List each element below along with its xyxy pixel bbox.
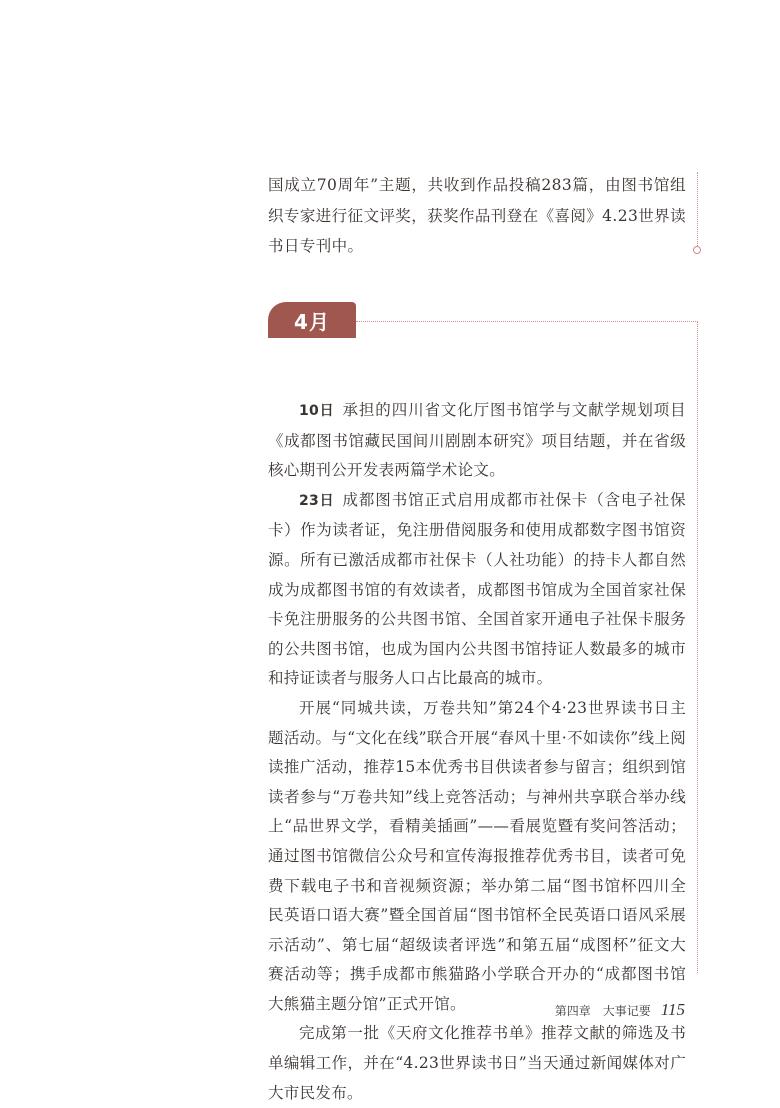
entry-text: 承担的四川省文化厅图书馆学与文献学规划项目《成都图书馆藏民国间川剧剧本研究》项目结题，并在省级核心期刊公开发表两篇学术论文。 [268,401,686,480]
margin-dotted-line-body [697,321,698,973]
top-paragraph-block [268,170,686,262]
entry-day-23 [268,486,686,694]
entry-text: 成都图书馆正式启用成都市社保卡（含电子社保卡）作为读者证，免注册借阅服务和使用成都数字图书馆资源。所有已激活成都市社保卡（人社功能）的持卡人都自然成为成都图书馆的有效读者，成都图书馆成为全国首家社保卡免注册服务的公共图书馆、全国首家开通电子社保卡服务的公共图书馆，也成为国内公共图书馆持证人数最多的城市和持证读者与服务人口占比最高的城市。 [268,490,686,688]
month-heading [268,302,356,338]
margin-ring-marker [693,246,701,254]
entry-day-10 [268,396,686,486]
entry-date: 10日 [299,403,335,419]
month-label: 4月 [294,309,330,334]
margin-dotted-line-top [697,172,698,246]
page-footer [555,1000,685,1020]
entry-date: 23日 [299,492,335,509]
paragraph-activities: 开展“同城共读，万卷共知”第24个4·23世界读书日主题活动。与“文化在线”联合开展“春风十里·不如读你”线上阅读推广活动，推荐15本优秀书目供读者参与留言；组织到馆读者参与“万卷共知”线上竞答活动；与神州共享联合举办线上“品世界文学，看精美插画”——看展览暨有奖问答活动；通过图书馆微信公众号和宣传海报推荐优秀书目，读者可免费下载电子书和音视频资源；举办第二届“图书馆杯四川全民英语口语大赛”暨全国首届“图书馆杯全民英语口语风采展示活动”、第七届“超级读者评选”和第五届“成图杯”征文大赛活动等；携手成都市熊猫路小学联合开办的“成都图书馆大熊猫主题分馆”正式开馆。 [268,698,686,1013]
page-number: 115 [660,1000,685,1019]
top-paragraph: 国成立70周年”主题，共收到作品投稿283篇，由图书馆组织专家进行征文评奖，获奖作品刊登在《喜阅》4.23世界读书日专刊中。 [268,176,686,255]
paragraph-booklist: 完成第一批《天府文化推荐书单》推荐文献的筛选及书单编辑工作，并在“4.23世界读书日”当天通过新闻媒体对广大市民发布。 [268,1024,686,1102]
month-dotted-rule [356,321,698,322]
chapter-title: 第四章 大事记要 [554,1004,651,1018]
